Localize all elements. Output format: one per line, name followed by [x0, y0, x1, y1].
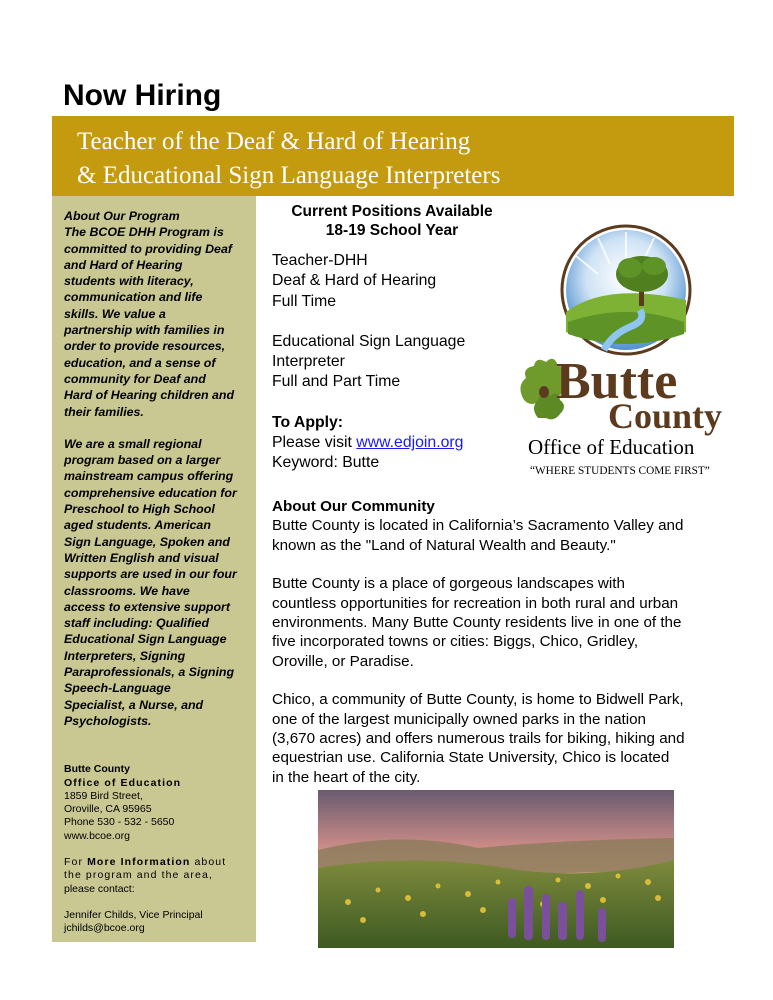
community-p3-line: one of the largest municipally owned parks in the nation	[272, 710, 647, 728]
org-contact-block	[64, 763, 249, 843]
community-p2-line: five incorporated towns or cities: Biggs, Chico, Gridley,	[272, 633, 639, 651]
community-p2-line: countless opportunities for recreation in both rural and urban	[272, 594, 679, 612]
job-2-type: Full and Part Time	[272, 373, 401, 391]
banner-line-2: & Educational Sign Language Interpreters	[77, 162, 501, 189]
phone-number: Phone 530 - 532 - 5650	[64, 816, 175, 829]
community-p2-line: environments. Many Butte County residents live in one of the	[272, 614, 682, 632]
regional-line: program based on a larger	[64, 453, 221, 468]
logo-word-office: Office of Education	[528, 435, 695, 459]
title-banner	[52, 116, 734, 196]
more-info-line-2: the program and the area,	[64, 869, 213, 882]
regional-line: Sign Language, Spoken and	[64, 534, 230, 549]
community-p2-line: Oroville, or Paradise.	[272, 652, 414, 670]
regional-line: Written English and visual	[64, 550, 219, 565]
job-1-title: Teacher-DHH	[272, 252, 368, 269]
program-line: The BCOE DHH Program is	[64, 225, 224, 240]
logo-word-butte: Butte	[556, 353, 678, 410]
address-line-2: Oroville, CA 95965	[64, 803, 152, 816]
sidebar	[52, 196, 256, 942]
regional-line: Speech-Language	[64, 681, 171, 696]
logo-emblem	[562, 226, 690, 354]
regional-line: Paraprofessionals, a Signing	[64, 665, 235, 680]
logo-word-county: County	[608, 396, 723, 436]
regional-line: We are a small regional	[64, 436, 202, 451]
community-p1-line: known as the "Land of Natural Wealth and Beauty."	[272, 536, 616, 554]
job-2-title: Educational Sign Language	[272, 332, 466, 350]
more-info-block	[64, 856, 249, 896]
job-2-subtitle: Interpreter	[272, 353, 345, 371]
apply-keyword: Keyword: Butte	[272, 454, 380, 472]
program-line: students with literacy,	[64, 274, 194, 289]
org-name-1: Butte County	[64, 763, 130, 776]
regional-line: mainstream campus offering	[64, 469, 234, 484]
landscape-photo	[318, 790, 674, 948]
website-text: www.bcoe.org	[64, 829, 130, 842]
more-info-line-3: please contact:	[64, 882, 135, 895]
program-line: skills. We value a	[64, 306, 166, 321]
banner-line-1: Teacher of the Deaf & Hard of Hearing	[77, 128, 471, 155]
community-p2-line: Butte County is a place of gorgeous landscapes with	[272, 575, 625, 593]
regional-line: comprehensive education for	[64, 485, 237, 500]
apply-title: To Apply:	[272, 413, 344, 431]
regional-paragraph	[64, 436, 249, 729]
community-p3-line: equestrian use. California State University, Chico is located	[272, 749, 670, 767]
community-p3-line: (3,670 acres) and offers numerous trails for biking, hiking and	[272, 730, 685, 748]
positions-heading-2: 18-19 School Year	[325, 222, 459, 239]
regional-line: supports are used in our four	[64, 567, 237, 582]
positions-heading	[272, 202, 512, 240]
program-line: committed to providing Deaf	[64, 241, 232, 256]
regional-line: Psychologists.	[64, 713, 152, 728]
program-line: and Hard of Hearing	[64, 257, 183, 272]
contact-name: Jennifer Childs, Vice Principal	[64, 908, 203, 921]
community-title: About Our Community	[272, 498, 435, 515]
address-line-1: 1859 Bird Street,	[64, 789, 143, 802]
regional-line: Specialist, a Nurse, and	[64, 697, 204, 712]
positions-heading-1: Current Positions Available	[291, 203, 493, 220]
bcoe-logo	[516, 222, 738, 482]
program-line: community for Deaf and	[64, 371, 206, 386]
regional-line: staff including: Qualified	[64, 616, 210, 631]
regional-line: classrooms. We have	[64, 583, 190, 598]
regional-line: Educational Sign Language	[64, 632, 227, 647]
community-p1-line: Butte County is located in California’s Sacramento Valley and	[272, 517, 684, 535]
contact-email[interactable]: jchilds@bcoe.org	[64, 922, 145, 935]
edjoin-link[interactable]: www.edjoin.org	[356, 434, 464, 452]
apply-prefix: Please visit	[272, 434, 357, 452]
regional-line: access to extensive support	[64, 599, 230, 614]
program-line: Hard of Hearing children and	[64, 388, 235, 403]
job-1-type: Full Time	[272, 292, 337, 310]
program-paragraph	[64, 224, 249, 420]
regional-line: Interpreters, Signing	[64, 648, 186, 663]
community-section	[272, 497, 742, 787]
program-line: their families.	[64, 404, 144, 419]
regional-line: Preschool to High School	[64, 502, 215, 517]
positions-list	[272, 251, 512, 474]
program-line: education, and a sense of	[64, 355, 216, 370]
page-headline: Now Hiring	[63, 79, 222, 112]
program-line: partnership with families in	[64, 323, 225, 338]
program-line: order to provide resources,	[64, 339, 226, 354]
program-line: communication and life	[64, 290, 203, 305]
more-info-suffix: about	[190, 855, 227, 868]
logo-tagline: “WHERE STUDENTS COME FIRST”	[530, 465, 710, 477]
regional-line: aged students. American	[64, 518, 211, 533]
program-title: About Our Program	[64, 209, 180, 223]
org-name-2: Office of Education	[64, 776, 182, 789]
community-p3-line: in the heart of the city.	[272, 768, 421, 786]
more-info-bold: More Information	[87, 855, 191, 868]
community-p3-line: Chico, a community of Butte County, is home to Bidwell Park,	[272, 691, 684, 709]
more-info-prefix: For	[64, 855, 88, 868]
job-1-subtitle: Deaf & Hard of Hearing	[272, 272, 437, 290]
